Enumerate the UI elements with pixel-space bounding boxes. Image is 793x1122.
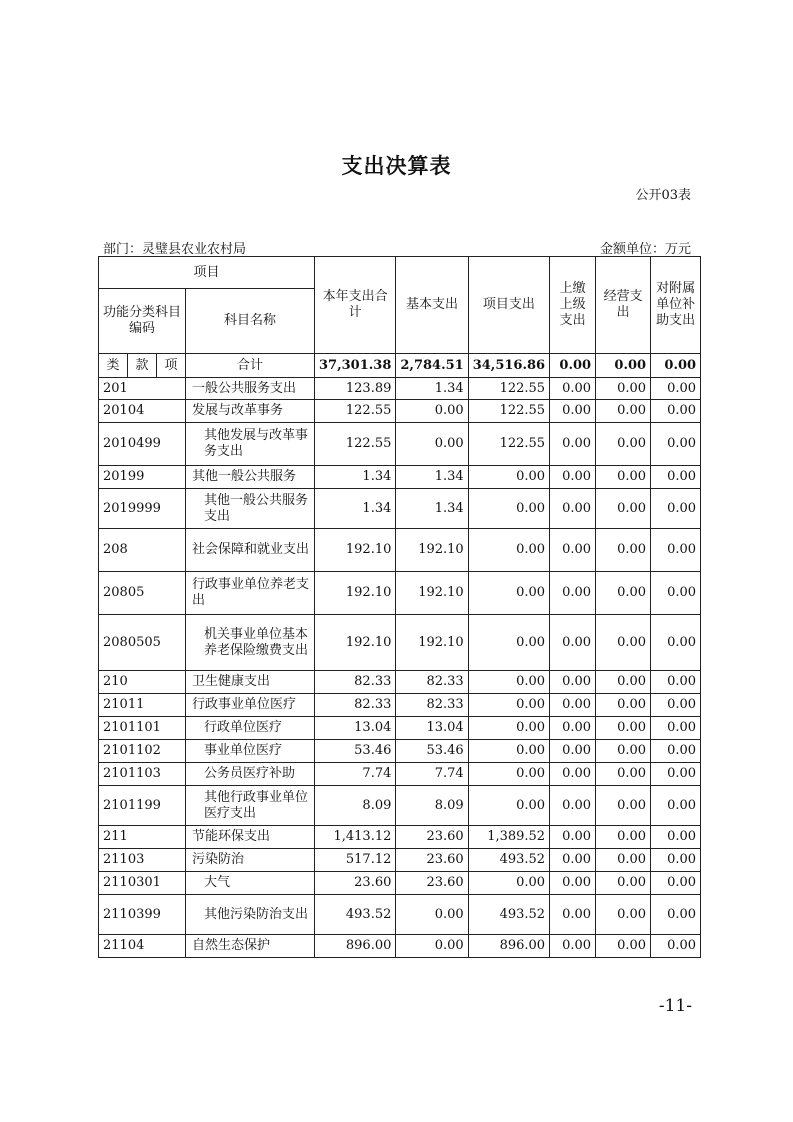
header-lei: 类	[99, 354, 128, 378]
header-project: 项目	[99, 257, 315, 289]
table-row	[99, 423, 701, 466]
amount-cell: 82.33	[315, 671, 396, 694]
amount-cell: 0.00	[596, 694, 651, 717]
amount-cell: 0.00	[596, 466, 651, 489]
amount-cell: 82.33	[315, 694, 396, 717]
amount-cell: 0.00	[550, 740, 596, 763]
function-code-cell: 211	[99, 826, 186, 849]
amount-cell: 7.74	[396, 763, 468, 786]
amount-cell: 8.09	[315, 786, 396, 826]
amount-cell: 0.00	[468, 786, 549, 826]
table-row	[99, 572, 701, 615]
amount-cell: 0.00	[550, 694, 596, 717]
amount-cell: 0.00	[596, 872, 651, 895]
subject-name-cell: 行政事业单位医疗	[186, 694, 315, 717]
amount-cell: 0.00	[550, 400, 596, 423]
table-row	[99, 763, 701, 786]
amount-cell: 1.34	[315, 466, 396, 489]
amount-cell: 0.00	[651, 529, 701, 572]
amount-cell: 192.10	[396, 615, 468, 671]
function-code-cell: 20104	[99, 400, 186, 423]
amount-cell: 0.00	[651, 935, 701, 958]
amount-cell: 0.00	[550, 489, 596, 529]
amount-cell: 0.00	[550, 615, 596, 671]
subject-name-cell: 其他发展与改革事务支出	[186, 423, 315, 466]
table-row	[99, 935, 701, 958]
amount-cell: 122.55	[315, 423, 396, 466]
table-row	[99, 895, 701, 935]
subject-name-cell: 节能环保支出	[186, 826, 315, 849]
amount-cell: 0.00	[596, 849, 651, 872]
subject-name-cell: 行政单位医疗	[186, 717, 315, 740]
function-code-cell: 21103	[99, 849, 186, 872]
function-code-cell: 2019999	[99, 489, 186, 529]
subject-name-cell: 其他一般公共服务支出	[186, 489, 315, 529]
amount-cell: 192.10	[315, 615, 396, 671]
amount-cell: 0.00	[396, 895, 468, 935]
header-col-remit: 上缴上级支出	[550, 257, 596, 354]
header-kuan: 款	[128, 354, 157, 378]
function-code-cell: 21011	[99, 694, 186, 717]
amount-cell: 896.00	[315, 935, 396, 958]
expenditure-table	[98, 256, 701, 958]
amount-cell: 517.12	[315, 849, 396, 872]
amount-cell: 13.04	[315, 717, 396, 740]
function-code-cell: 20805	[99, 572, 186, 615]
amount-cell: 493.52	[468, 849, 549, 872]
amount-cell: 0.00	[651, 671, 701, 694]
amount-cell: 0.00	[468, 489, 549, 529]
amount-cell: 192.10	[315, 529, 396, 572]
table-row	[99, 400, 701, 423]
amount-cell: 82.33	[396, 694, 468, 717]
table-row	[99, 694, 701, 717]
function-code-cell: 2101103	[99, 763, 186, 786]
amount-cell: 82.33	[396, 671, 468, 694]
table-row	[99, 786, 701, 826]
function-code-cell: 20199	[99, 466, 186, 489]
amount-cell: 0.00	[550, 786, 596, 826]
amount-cell: 0.00	[596, 717, 651, 740]
total-value: 0.00	[596, 354, 651, 378]
total-value: 0.00	[651, 354, 701, 378]
table-row	[99, 489, 701, 529]
total-value: 2,784.51	[396, 354, 468, 378]
amount-cell: 0.00	[651, 615, 701, 671]
amount-cell: 1,413.12	[315, 826, 396, 849]
amount-cell: 53.46	[396, 740, 468, 763]
function-code-cell: 208	[99, 529, 186, 572]
subject-name-cell: 其他一般公共服务	[186, 466, 315, 489]
subject-name-cell: 卫生健康支出	[186, 671, 315, 694]
amount-cell: 0.00	[468, 740, 549, 763]
subject-name-cell: 大气	[186, 872, 315, 895]
amount-cell: 23.60	[396, 826, 468, 849]
amount-cell: 122.55	[468, 423, 549, 466]
amount-cell: 0.00	[550, 763, 596, 786]
amount-cell: 493.52	[468, 895, 549, 935]
table-row	[99, 466, 701, 489]
amount-cell: 0.00	[596, 895, 651, 935]
amount-cell: 123.89	[315, 378, 396, 400]
amount-cell: 122.55	[468, 378, 549, 400]
table-row	[99, 378, 701, 400]
table-row	[99, 849, 701, 872]
amount-cell: 1.34	[396, 466, 468, 489]
amount-cell: 0.00	[468, 763, 549, 786]
amount-cell: 0.00	[596, 763, 651, 786]
header-col-total: 本年支出合计	[315, 257, 396, 354]
header-subject-name: 科目名称	[186, 289, 315, 354]
subject-name-cell: 一般公共服务支出	[186, 378, 315, 400]
amount-cell: 0.00	[596, 826, 651, 849]
unit-label: 金额单位：万元	[599, 242, 691, 257]
amount-cell: 0.00	[468, 572, 549, 615]
amount-cell: 23.60	[396, 849, 468, 872]
function-code-cell: 2110301	[99, 872, 186, 895]
header-func-code: 功能分类科目编码	[99, 289, 186, 354]
form-code: 公开03表	[635, 188, 691, 203]
function-code-cell: 2101101	[99, 717, 186, 740]
amount-cell: 0.00	[468, 872, 549, 895]
amount-cell: 0.00	[651, 849, 701, 872]
table-row	[99, 872, 701, 895]
amount-cell: 13.04	[396, 717, 468, 740]
table-row	[99, 529, 701, 572]
header-col-operating: 经营支出	[596, 257, 651, 354]
amount-cell: 23.60	[396, 872, 468, 895]
amount-cell: 896.00	[468, 935, 549, 958]
amount-cell: 0.00	[396, 423, 468, 466]
amount-cell: 53.46	[315, 740, 396, 763]
function-code-cell: 2101102	[99, 740, 186, 763]
amount-cell: 0.00	[596, 572, 651, 615]
header-col-basic: 基本支出	[396, 257, 468, 354]
amount-cell: 0.00	[550, 529, 596, 572]
table-row	[99, 826, 701, 849]
subject-name-cell: 其他污染防治支出	[186, 895, 315, 935]
amount-cell: 0.00	[651, 895, 701, 935]
amount-cell: 23.60	[315, 872, 396, 895]
amount-cell: 0.00	[596, 529, 651, 572]
subject-name-cell: 其他行政事业单位医疗支出	[186, 786, 315, 826]
amount-cell: 8.09	[396, 786, 468, 826]
amount-cell: 0.00	[550, 378, 596, 400]
amount-cell: 0.00	[651, 572, 701, 615]
amount-cell: 0.00	[550, 935, 596, 958]
amount-cell: 0.00	[651, 717, 701, 740]
subject-name-cell: 自然生态保护	[186, 935, 315, 958]
amount-cell: 192.10	[396, 572, 468, 615]
function-code-cell: 2110399	[99, 895, 186, 935]
header-xiang: 项	[157, 354, 186, 378]
amount-cell: 0.00	[596, 423, 651, 466]
amount-cell: 0.00	[651, 489, 701, 529]
amount-cell: 0.00	[651, 763, 701, 786]
amount-cell: 0.00	[468, 717, 549, 740]
header-col-subsidy: 对附属单位补助支出	[651, 257, 701, 354]
amount-cell: 0.00	[468, 694, 549, 717]
amount-cell: 0.00	[550, 423, 596, 466]
subject-name-cell: 机关事业单位基本养老保险缴费支出	[186, 615, 315, 671]
amount-cell: 0.00	[468, 615, 549, 671]
table-row	[99, 671, 701, 694]
total-value: 0.00	[550, 354, 596, 378]
amount-cell: 0.00	[651, 400, 701, 423]
amount-cell: 0.00	[596, 935, 651, 958]
page-title: 支出决算表	[341, 154, 452, 178]
amount-cell: 192.10	[315, 572, 396, 615]
amount-cell: 0.00	[651, 694, 701, 717]
function-code-cell: 201	[99, 378, 186, 400]
subject-name-cell: 污染防治	[186, 849, 315, 872]
amount-cell: 0.00	[596, 786, 651, 826]
amount-cell: 0.00	[396, 935, 468, 958]
function-code-cell: 2080505	[99, 615, 186, 671]
subject-name-cell: 事业单位医疗	[186, 740, 315, 763]
amount-cell: 0.00	[468, 466, 549, 489]
table-row	[99, 615, 701, 671]
amount-cell: 1,389.52	[468, 826, 549, 849]
amount-cell: 0.00	[550, 671, 596, 694]
total-value: 37,301.38	[315, 354, 396, 378]
total-value: 34,516.86	[468, 354, 549, 378]
function-code-cell: 21104	[99, 935, 186, 958]
amount-cell: 0.00	[651, 872, 701, 895]
amount-cell: 0.00	[596, 740, 651, 763]
amount-cell: 0.00	[550, 826, 596, 849]
subject-name-cell: 行政事业单位养老支出	[186, 572, 315, 615]
amount-cell: 1.34	[396, 378, 468, 400]
amount-cell: 0.00	[550, 872, 596, 895]
function-code-cell: 210	[99, 671, 186, 694]
amount-cell: 122.55	[468, 400, 549, 423]
amount-cell: 122.55	[315, 400, 396, 423]
subject-name-cell: 公务员医疗补助	[186, 763, 315, 786]
amount-cell: 0.00	[596, 489, 651, 529]
amount-cell: 0.00	[468, 671, 549, 694]
amount-cell: 0.00	[550, 466, 596, 489]
function-code-cell: 2010499	[99, 423, 186, 466]
amount-cell: 0.00	[651, 786, 701, 826]
department-label: 部门：灵璧县农业农村局	[103, 242, 247, 257]
amount-cell: 1.34	[396, 489, 468, 529]
amount-cell: 0.00	[651, 740, 701, 763]
table-row	[99, 717, 701, 740]
amount-cell: 493.52	[315, 895, 396, 935]
amount-cell: 0.00	[550, 717, 596, 740]
amount-cell: 0.00	[651, 423, 701, 466]
amount-cell: 7.74	[315, 763, 396, 786]
amount-cell: 0.00	[651, 378, 701, 400]
amount-cell: 0.00	[550, 895, 596, 935]
amount-cell: 0.00	[596, 378, 651, 400]
page-number: -11-	[658, 996, 692, 1016]
amount-cell: 0.00	[651, 466, 701, 489]
amount-cell: 0.00	[550, 849, 596, 872]
amount-cell: 0.00	[396, 400, 468, 423]
table-row	[99, 740, 701, 763]
amount-cell: 0.00	[651, 826, 701, 849]
amount-cell: 0.00	[468, 529, 549, 572]
amount-cell: 0.00	[596, 671, 651, 694]
function-code-cell: 2101199	[99, 786, 186, 826]
subject-name-cell: 社会保障和就业支出	[186, 529, 315, 572]
amount-cell: 1.34	[315, 489, 396, 529]
header-col-project: 项目支出	[468, 257, 549, 354]
total-label: 合计	[186, 354, 315, 378]
amount-cell: 0.00	[596, 400, 651, 423]
amount-cell: 192.10	[396, 529, 468, 572]
amount-cell: 0.00	[550, 572, 596, 615]
amount-cell: 0.00	[596, 615, 651, 671]
subject-name-cell: 发展与改革事务	[186, 400, 315, 423]
